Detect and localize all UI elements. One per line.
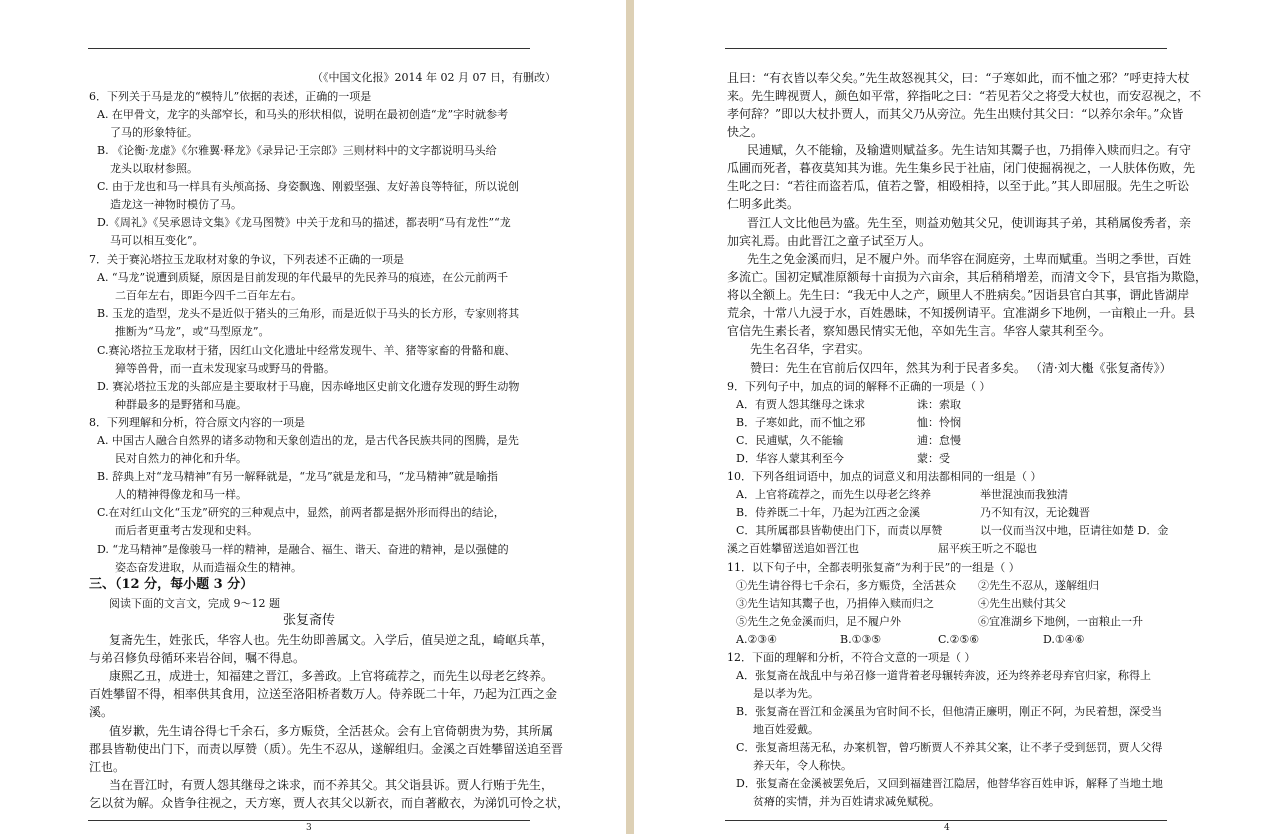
- text-line: B．子寒如此，而不恤之邪: [736, 416, 866, 429]
- text-line: 当在晋江时，有贾人怨其继母之诛求，而不养其父。其父诣县诉。贾人行贿于先生，: [109, 778, 554, 792]
- header-rule: [88, 48, 530, 49]
- text-line: 8．下列理解和分析，符合原文内容的一项是: [89, 416, 305, 429]
- text-line: 诛：索取: [917, 398, 961, 411]
- text-line: 生叱之曰：“若往而盗若瓜，值若之警，相殴相持，以至于此。”其人即屈服。先生之听讼: [727, 179, 1190, 193]
- text-line: 孝何辞？”即以大杖扑贾人，而其父乃从旁泣。先生出赎付其父曰：“以养尔余年。”众皆: [727, 107, 1184, 121]
- text-line: ⑤先生之免金溪而归，足不履户外: [736, 615, 901, 628]
- page-3: [0, 0, 626, 834]
- text-line: C.②⑤⑥: [938, 633, 980, 646]
- text-line: B. 辞典上对“龙马精神”有另一解释就是，“龙马”就是龙和马，“龙马精神”就是喻指: [97, 470, 498, 483]
- text-line: 6．下列关于马是龙的“模特儿”依据的表述，正确的一项是: [89, 90, 372, 103]
- text-line: A. 中国古人融合自然界的诸多动物和天象创造出的龙，是古代各民族共同的图腾，是先: [97, 434, 519, 447]
- text-line: 来。先生睥视贾人，颜色如平常，猝指叱之曰：“若见若父之将受大杖也，而安忍视之，不: [727, 89, 1202, 103]
- text-line: A．有贾人怨其继母之诛求: [736, 398, 865, 411]
- text-line: 养天年，令人称快。: [753, 759, 852, 772]
- text-line: 逋：怠慢: [917, 434, 961, 447]
- text-line: 民对自然力的神化和升华。: [115, 452, 247, 465]
- text-line: 赞曰：先生在官前后仅四年，然其为利于民者多矣。 （清·刘大櫆《张复斋传》）: [750, 361, 1172, 375]
- text-line: 百姓攀留不得，相率供其食用，泣送至洛阳桥者数万人。侍养既二十年，乃起为江西之金: [89, 687, 558, 701]
- text-line: 推断为“马龙”，或“马型原龙”。: [115, 325, 270, 338]
- text-line: 先生名召华，字君实。: [750, 342, 871, 356]
- text-line: 荒余，十常八九浸于水，百姓愚昧，不知援例请平。宜准湖乡下地例，一亩粮止一升。县: [727, 306, 1196, 320]
- text-line: 造龙这一神物时模仿了马。: [110, 198, 242, 211]
- text-line: C．民逋赋，久不能输: [736, 434, 844, 447]
- text-line: （《中国文化报》2014 年 02 月 07 日，有删改）: [312, 71, 556, 84]
- text-line: 民逋赋，久不能输，及输遣则赋益多。先生诘知其鬻子也，乃捐俸入赎而归之。有守: [747, 143, 1192, 157]
- text-line: D. 赛沁塔拉玉龙的头部应是主要取材于马鹿，因赤峰地区史前文化遗存发现的野生动物: [97, 380, 520, 393]
- text-line: 仁明多此类。: [727, 197, 800, 211]
- text-line: 蒙：受: [917, 452, 950, 465]
- text-line: 人的精神得像龙和马一样。: [115, 488, 247, 501]
- text-line: 而后者更重考古发现和史料。: [115, 524, 258, 537]
- text-line: C. 由于龙也和马一样具有头颅高扬、身姿飘逸、刚毅坚强、友好善良等特征，所以说创: [97, 180, 520, 193]
- text-line: ⑥宜准湖乡下地例，一亩粮止一升: [978, 615, 1143, 628]
- text-line: D.①④⑥: [1043, 633, 1085, 646]
- text-line: B．侍养既二十年，乃起为江西之金溪: [736, 506, 921, 519]
- page-gutter: [626, 0, 634, 834]
- text-line: 快之。: [727, 125, 764, 139]
- text-line: 溪之百姓攀留送追如晋江也: [727, 542, 859, 555]
- text-line: 值岁歉，先生请谷得七千余石，多方赈贷，全活甚众。会有上官倚朝贵为势，其所属: [109, 724, 554, 738]
- text-line: ④先生出赎付其父: [978, 597, 1066, 610]
- text-line: 郡县皆勒使出门下，而责以厚赞（质）。先生不忍从，遂解组归。金溪之百姓攀留送追至晋: [89, 742, 564, 756]
- text-line: C．其所属郡县皆勒使出门下，而责以厚赞: [736, 524, 943, 537]
- text-line: 举世混浊而我独清: [980, 488, 1068, 501]
- text-line: 瓜圃而死者，暮夜莫知其为谁。先生集乡民于社庙，闭门使掘祸视之，一人肤体伤败，先: [727, 161, 1196, 175]
- text-line: C.赛沁塔拉玉龙取材于猪，因红山文化遗址中经常发现牛、羊、猪等家畜的骨骼和鹿、: [97, 344, 516, 357]
- text-line: 将以全额上。先生曰：“我无中人之产，顾里人不胜病矣。”因诣县官白其事，谓此皆湖岸: [727, 288, 1190, 302]
- text-line: D. “龙马精神”是像骏马一样的精神，是融合、福生、谐天、奋进的精神，是以强健的: [97, 543, 509, 556]
- text-line: B．张复斋在晋江和金溪虽为官时间不长，但他清正廉明，刚正不阿，为民着想，深受当: [736, 705, 1163, 718]
- text-line: 乞以贫为解。众皆争往视之，天方寒，贾人衣其父以新衣，而自著敝衣，为涕饥可怜之状，: [89, 796, 570, 810]
- text-line: 獐等兽骨，而一直未发现家马或野马的骨骼。: [115, 362, 335, 375]
- text-line: 乃不知有汉，无论魏晋: [980, 506, 1090, 519]
- text-line: C．张复斋坦荡无私，办案机智，曾巧断贾人不养其父案，让不孝子受到惩罚，贾人父得: [736, 741, 1163, 754]
- text-line: 官信先生素长者，察知愚民情实无他，卒如先生言。华容人蒙其利至今。: [727, 324, 1112, 338]
- footer-rule: [88, 820, 530, 821]
- text-line: ②先生不忍从，遂解组归: [978, 579, 1099, 592]
- text-line: 江也。: [89, 760, 126, 774]
- text-line: 与弟召修负母循环来岩谷间，嘱不得息。: [89, 651, 306, 665]
- text-line: 是以孝为先。: [753, 687, 819, 700]
- text-line: 龙头以取材参照。: [110, 162, 198, 175]
- text-line: 7．关于赛沁塔拉玉龙取材对象的争议，下列表述不正确的一项是: [89, 253, 404, 266]
- text-line: 二百年左右，即距今四千二百年左右。: [115, 289, 302, 302]
- text-line: 姿态奋发进取，从而造福众生的精神。: [115, 561, 302, 574]
- text-line: 溪。: [89, 705, 114, 719]
- text-line: 11．以下句子中，全都表明张复斋“为利于民”的一组是（ ）: [727, 561, 1020, 574]
- header-rule: [725, 48, 1167, 49]
- text-line: 康熙乙丑，成进士，知福建之晋江，多善政。上官将疏荐之，而先生以母老乞终养。: [109, 669, 554, 683]
- text-line: 阅读下面的文言文，完成 9～12 题: [109, 597, 280, 610]
- text-line: 以一仪而当汉中地，臣请往如楚 D．金: [980, 524, 1169, 537]
- text-line: B. 《论衡·龙虚》《尔雅翼·释龙》《录异记·王宗郎》三则材料中的文字都说明马头给: [97, 144, 497, 157]
- text-line: 种群最多的是野猪和马鹿。: [115, 398, 247, 411]
- footer-rule: [725, 820, 1167, 821]
- text-line: A. 在甲骨文，龙字的头部窄长，和马头的形状相似，说明在最初创造“龙”字时就参考: [97, 108, 509, 121]
- page-4: [634, 0, 1261, 834]
- text-line: C.在对红山文化“玉龙”研究的三种观点中，显然，前两者都是据外形而得出的结论，: [97, 506, 505, 519]
- text-line: 屈平疾王听之不聪也: [938, 542, 1037, 555]
- text-line: D．张复斋在金溪被罢免后，又回到福建晋江隐居，他替华容百姓申诉，解释了当地土地: [736, 777, 1163, 790]
- text-line: ①先生请谷得七千余石，多方赈贷，全活甚众: [736, 579, 956, 592]
- text-line: 先生之免金溪而归，足不履户外。而华容在洞庭旁，土卑而赋重。当明之季世，百姓: [747, 252, 1192, 266]
- text-line: 加宾礼焉。由此晋江之童子试至万人。: [727, 234, 932, 248]
- page-number: 3: [306, 823, 312, 833]
- text-line: B. 玉龙的造型，龙头不是近似于猪头的三角形，而是近似于马头的长方形，专家则将其: [97, 307, 520, 320]
- page-number: 4: [944, 823, 950, 833]
- text-line: 12．下面的理解和分析，不符合文意的一项是（ ）: [727, 651, 976, 664]
- text-line: A. “马龙”说遭到质疑，原因是目前发现的年代最早的先民养马的痕迹，在公元前两千: [97, 271, 509, 284]
- text-line: 马可以相互变化”。: [110, 234, 204, 247]
- text-line: 晋江人文比他邑为盛。先生至，则益劝勉其父兄，使训诲其子弟，其稍属俊秀者，亲: [747, 216, 1192, 230]
- text-line: 了马的形象特征。: [110, 126, 198, 139]
- text-line: 且曰：“有衣皆以奉父矣。”先生故怒视其父，曰：“子寒如此，而不恤之邪？”呼吏持大杖: [727, 71, 1190, 85]
- text-line: A.②③④: [736, 633, 778, 646]
- text-line: 三、（12 分，每小题 3 分）: [89, 577, 254, 592]
- text-line: A．张复斋在战乱中与弟召修一道背着老母辗转奔波，还为终养老母弃官归家，称得上: [736, 669, 1151, 682]
- text-line: D.《周礼》《吴承恩诗文集》《龙马图赞》中关于龙和马的描述，都表明“马有龙性”“龙: [97, 216, 511, 229]
- text-line: ③先生诘知其鬻子也，乃捐俸入赎而归之: [736, 597, 934, 610]
- text-line: 复斋先生，姓张氏，华容人也。先生幼即善属文。入学后，值吴逆之乱，崎岖兵革，: [109, 633, 554, 647]
- text-line: 张复斋传: [283, 613, 336, 628]
- text-line: 地百姓爱戴。: [753, 723, 819, 736]
- text-line: 贫瘠的实情，并为百姓请求减免赋税。: [753, 795, 940, 808]
- text-line: A．上官将疏荐之，而先生以母老乞终养: [736, 488, 931, 501]
- text-line: D．华容人蒙其利至今: [736, 452, 844, 465]
- text-line: B.①③⑤: [840, 633, 882, 646]
- text-line: 恤：怜悯: [917, 416, 961, 429]
- text-line: 多流亡。国初定赋准原额每十亩损为六亩余，其后稍稍增差，而清文令下，县官指为欺隐，: [727, 270, 1208, 284]
- text-line: 9．下列句子中，加点的词的解释不正确的一项是（ ）: [727, 380, 991, 393]
- text-line: 10．下列各组词语中，加点的词意义和用法都相同的一组是（ ）: [727, 470, 1042, 483]
